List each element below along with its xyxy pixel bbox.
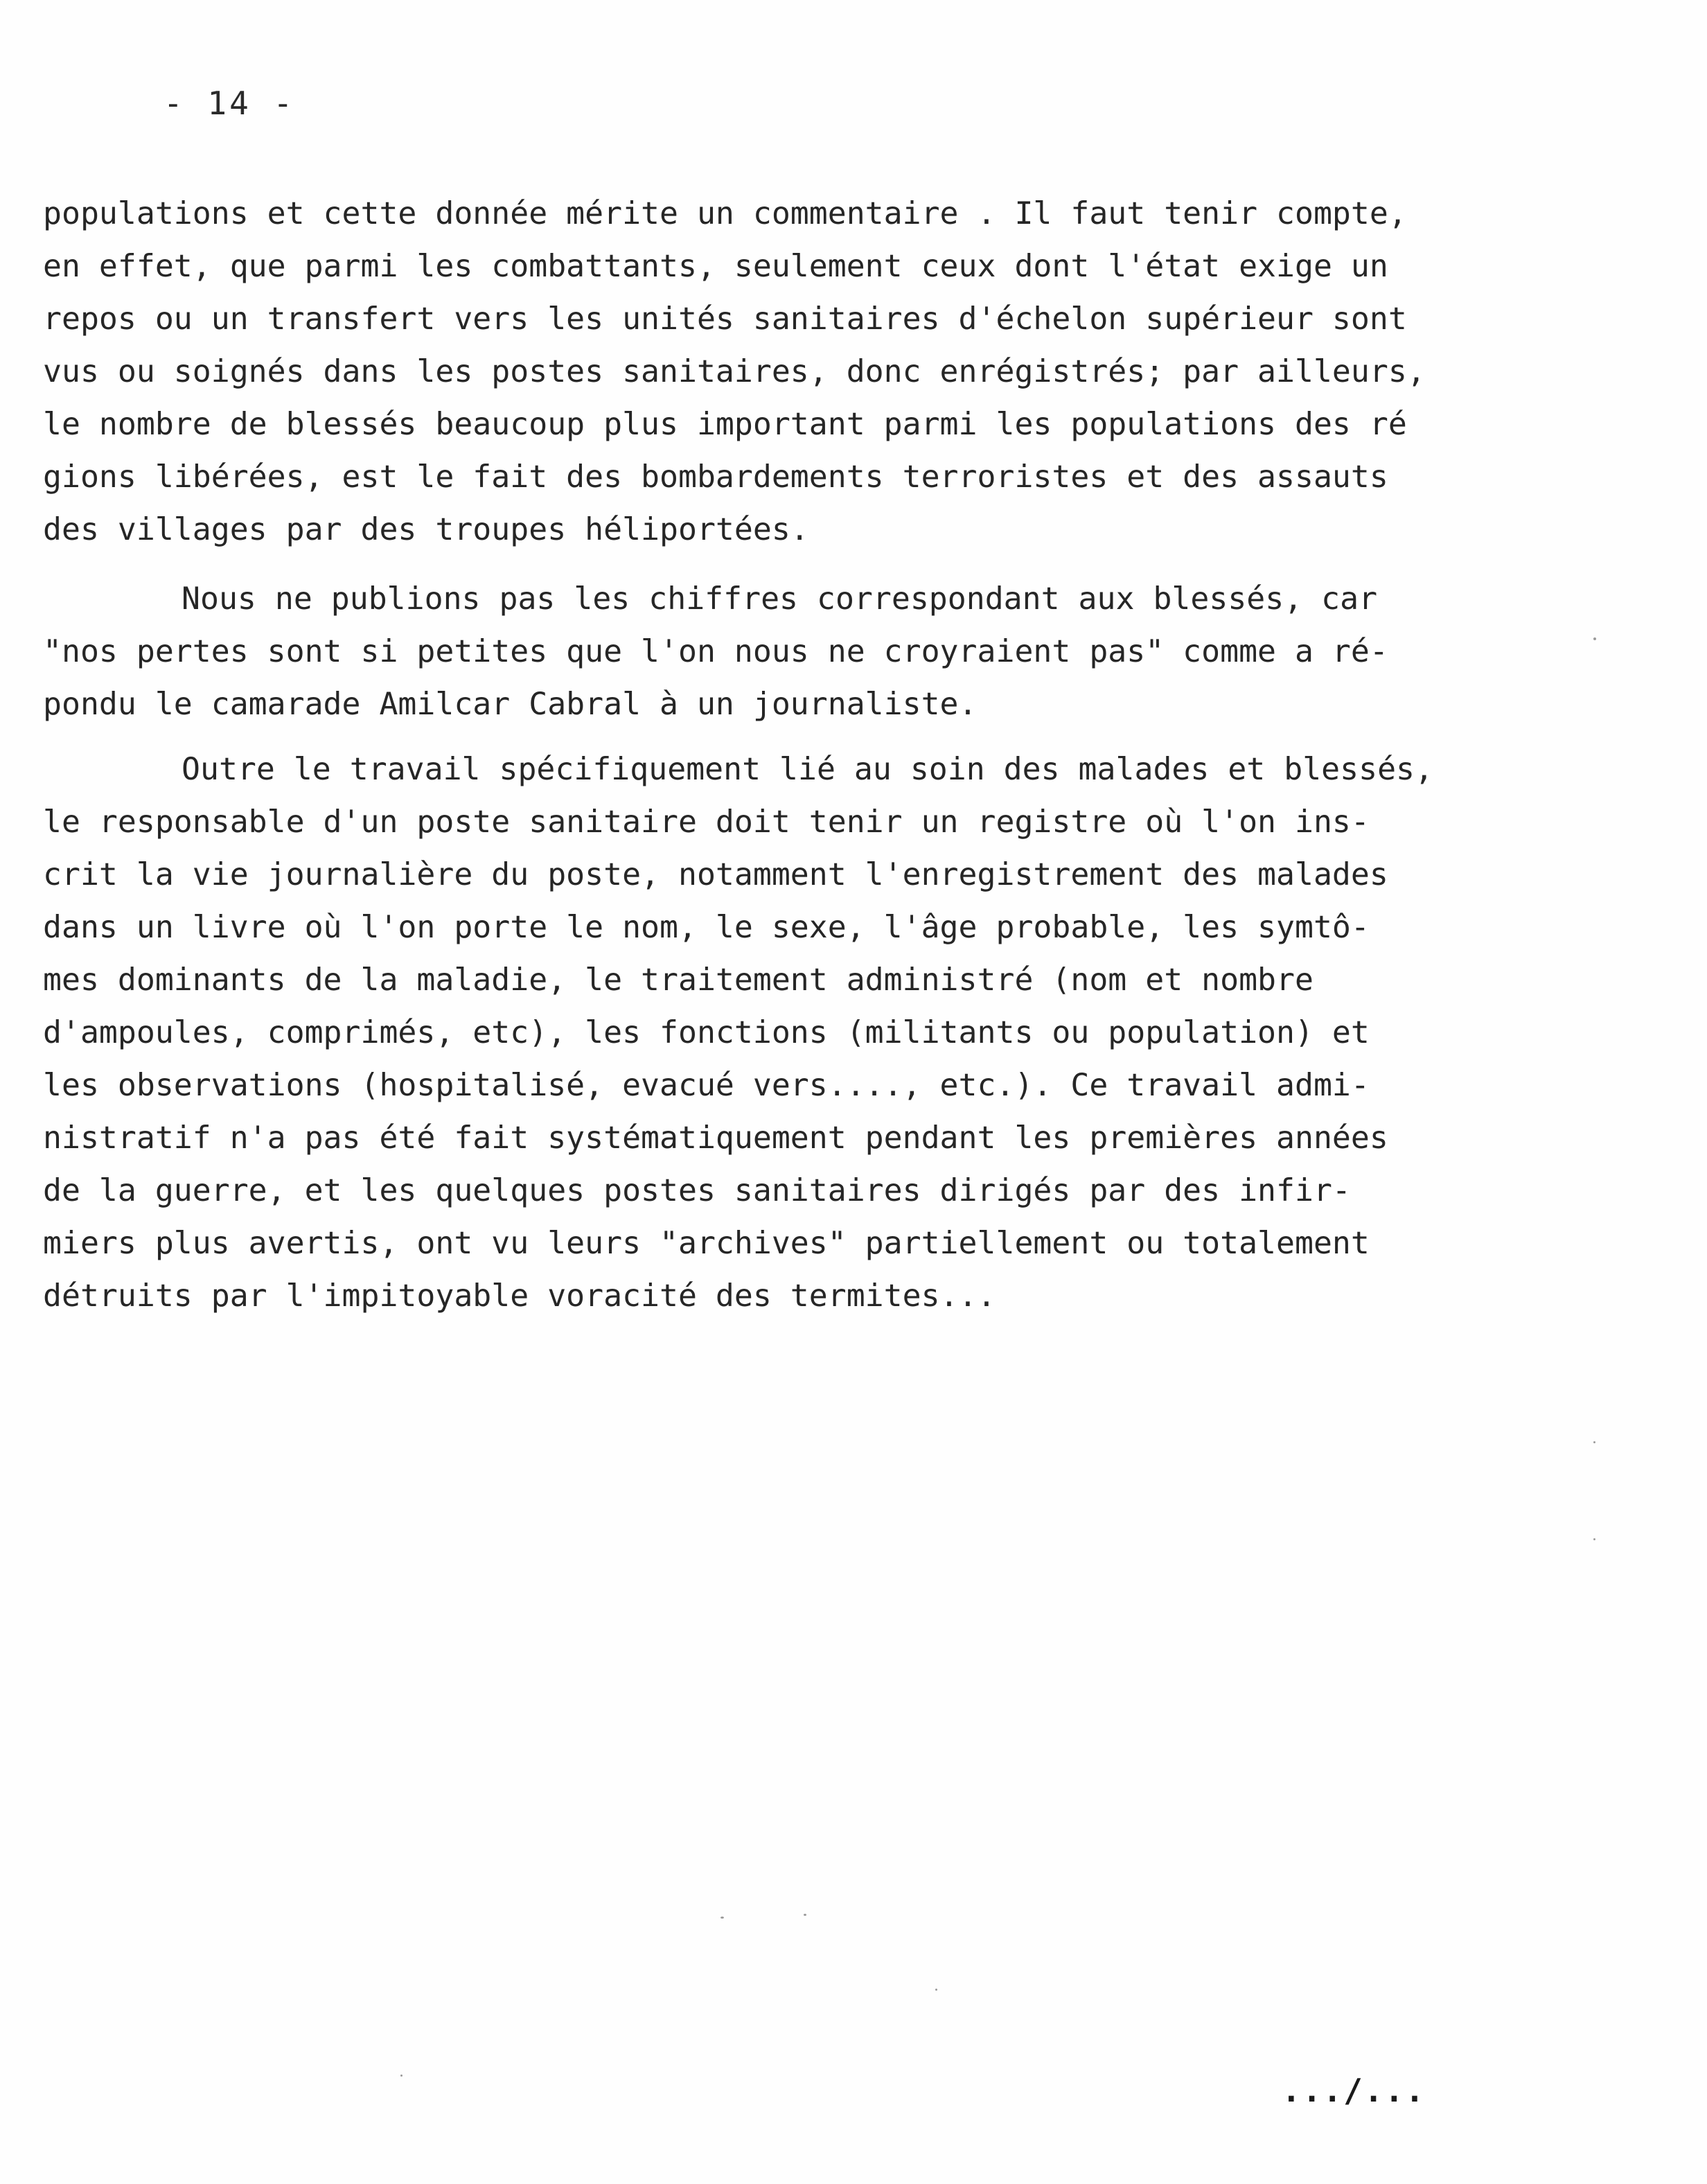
scan-speck: [1593, 637, 1596, 640]
text-line: en effet, que parmi les combattants, seulement ceux dont l'état exige un: [43, 247, 1388, 284]
text-line: dans un livre où l'on porte le nom, le sexe, l'âge probable, les symtô-: [43, 908, 1370, 945]
text-line: nistratif n'a pas été fait systématiquement pendant les premières années: [43, 1119, 1388, 1156]
text-line: mes dominants de la maladie, le traitement administré (nom et nombre: [43, 961, 1314, 998]
text-line: repos ou un transfert vers les unités sanitaires d'échelon supérieur sont: [43, 300, 1407, 337]
text-line: crit la vie journalière du poste, notamment l'enregistrement des malades: [43, 856, 1388, 892]
text-line: le nombre de blessés beaucoup plus important parmi les populations des ré: [43, 405, 1407, 442]
continuation-mark: .../...: [1282, 2072, 1426, 2109]
page-number: - 14 -: [163, 85, 296, 122]
text-line: Outre le travail spécifiquement lié au soin des malades et blessés,: [182, 750, 1433, 787]
text-line: de la guerre, et les quelques postes sanitaires dirigés par des infir-: [43, 1172, 1351, 1208]
text-line: miers plus avertis, ont vu leurs "archives" partiellement ou totalement: [43, 1224, 1370, 1261]
text-line: les observations (hospitalisé, evacué vers...., etc.). Ce travail admi-: [43, 1066, 1370, 1103]
text-line: d'ampoules, comprimés, etc), les fonctions (militants ou population) et: [43, 1014, 1370, 1050]
scan-speck: [804, 1914, 806, 1916]
text-line: pondu le camarade Amilcar Cabral à un journaliste.: [43, 685, 978, 722]
scan-speck: [1593, 1538, 1595, 1540]
text-line: des villages par des troupes héliportées.: [43, 511, 809, 547]
text-line: le responsable d'un poste sanitaire doit tenir un registre où l'on ins-: [43, 803, 1370, 840]
text-line: détruits par l'impitoyable voracité des termites...: [43, 1277, 996, 1314]
text-line: vus ou soignés dans les postes sanitaires, donc enrégistrés; par ailleurs,: [43, 353, 1426, 389]
text-line: "nos pertes sont si petites que l'on nous ne croyraient pas" comme a ré-: [43, 633, 1388, 669]
scan-speck: [1593, 1441, 1595, 1443]
scan-speck: [400, 2075, 403, 2077]
scan-speck: [935, 1989, 937, 1991]
text-line: Nous ne publions pas les chiffres correspondant aux blessés, car: [182, 580, 1378, 617]
text-line: populations et cette donnée mérite un commentaire . Il faut tenir compte,: [43, 195, 1407, 231]
text-line: gions libérées, est le fait des bombardements terroristes et des assauts: [43, 458, 1388, 495]
scan-speck: [720, 1917, 724, 1919]
